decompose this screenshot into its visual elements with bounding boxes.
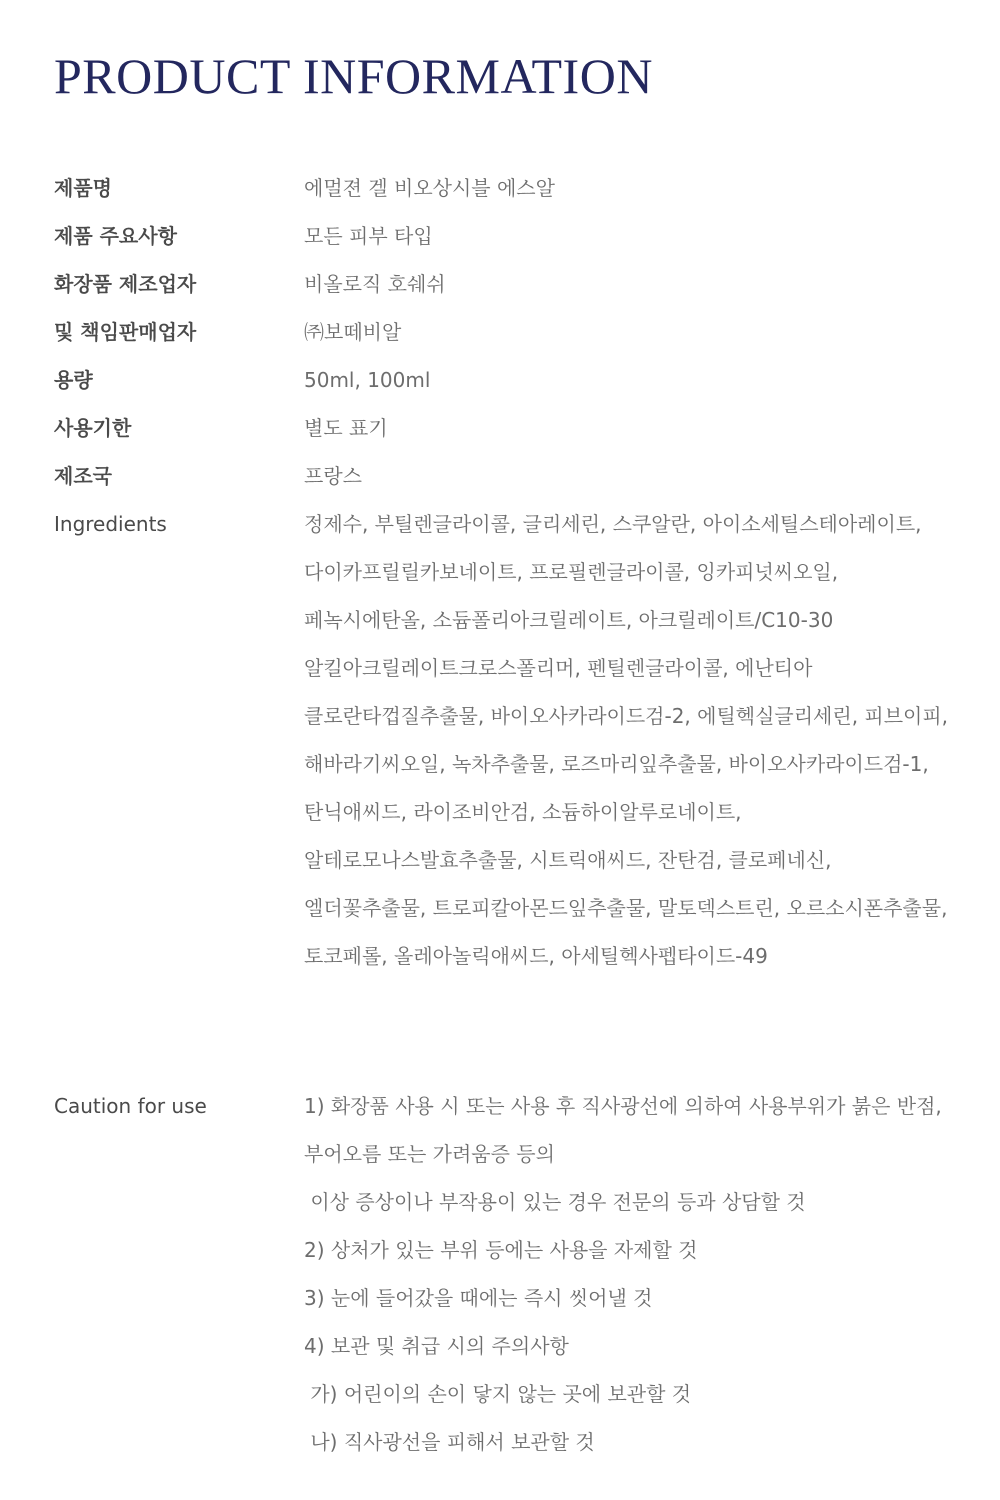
- ingredients-line: 엘더꽃추출물, 트로피칼아몬드잎추출물, 말토덱스트린, 오르소시폰추출물,: [304, 896, 948, 920]
- caution-label: Caution for use: [54, 1094, 207, 1118]
- info-row-manufacturer: [0, 260, 1000, 308]
- caution-list: [304, 1082, 984, 1466]
- info-row-origin: [0, 452, 1000, 500]
- ingredients-list: [304, 500, 984, 980]
- ingredients-line: 토코페롤, 올레아놀릭애씨드, 아세틸헥사펩타이드-49: [304, 944, 768, 968]
- info-label: 제조국: [54, 464, 112, 488]
- info-value: 비올로직 호쉐쉬: [304, 272, 446, 296]
- info-label: 제품명: [54, 176, 112, 200]
- ingredients-line: 클로란타껍질추출물, 바이오사카라이드검-2, 에틸헥실글리세린, 피브이피,: [304, 704, 949, 728]
- caution-line: 이상 증상이나 부작용이 있는 경우 전문의 등과 상담할 것: [304, 1190, 806, 1214]
- ingredients-label: Ingredients: [54, 512, 167, 536]
- caution-line: 4) 보관 및 취급 시의 주의사항: [304, 1334, 569, 1358]
- ingredients-line: 정제수, 부틸렌글라이콜, 글리세린, 스쿠알란, 아이소세틸스테아레이트,: [304, 512, 922, 536]
- info-row-main-details: [0, 212, 1000, 260]
- product-info-table: [0, 164, 1000, 500]
- ingredients-line: 탄닉애씨드, 라이조비안검, 소듐하이알루로네이트,: [304, 800, 742, 824]
- info-row-expiry: [0, 404, 1000, 452]
- info-row-distributor: [0, 308, 1000, 356]
- info-value: 50ml, 100ml: [304, 368, 431, 392]
- ingredients-line: 알테로모나스발효추출물, 시트릭애씨드, 잔탄검, 클로페네신,: [304, 848, 832, 872]
- ingredients-line: 페녹시에탄올, 소듐폴리아크릴레이트, 아크릴레이트/C10-30: [304, 608, 834, 632]
- caution-line: 부어오름 또는 가려움증 등의: [304, 1142, 555, 1166]
- info-value: 프랑스: [304, 464, 362, 488]
- info-row-product-name: [0, 164, 1000, 212]
- info-value: 모든 피부 타입: [304, 224, 433, 248]
- info-value: 별도 표기: [304, 416, 388, 440]
- ingredients-line: 알킬아크릴레이트크로스폴리머, 펜틸렌글라이콜, 에난티아: [304, 656, 813, 680]
- ingredients-line: 해바라기씨오일, 녹차추출물, 로즈마리잎추출물, 바이오사카라이드검-1,: [304, 752, 929, 776]
- info-label: 및 책임판매업자: [54, 320, 197, 344]
- page-title: PRODUCT INFORMATION: [54, 48, 653, 104]
- caution-line: 1) 화장품 사용 시 또는 사용 후 직사광선에 의하여 사용부위가 붉은 반점,: [304, 1094, 942, 1118]
- caution-line: 3) 눈에 들어갔을 때에는 즉시 씻어낼 것: [304, 1286, 653, 1310]
- info-label: 용량: [54, 368, 93, 392]
- caution-line: 2) 상처가 있는 부위 등에는 사용을 자제할 것: [304, 1238, 698, 1262]
- info-value: 에멀젼 겔 비오상시블 에스알: [304, 176, 555, 200]
- caution-line: 가) 어린이의 손이 닿지 않는 곳에 보관할 것: [304, 1382, 692, 1406]
- info-label: 사용기한: [54, 416, 132, 440]
- info-label: 제품 주요사항: [54, 224, 177, 248]
- info-label: 화장품 제조업자: [54, 272, 197, 296]
- ingredients-line: 다이카프릴릴카보네이트, 프로필렌글라이콜, 잉카피넛씨오일,: [304, 560, 839, 584]
- info-row-volume: [0, 356, 1000, 404]
- info-value: ㈜보떼비알: [304, 320, 402, 344]
- caution-line: 나) 직사광선을 피해서 보관할 것: [304, 1430, 595, 1454]
